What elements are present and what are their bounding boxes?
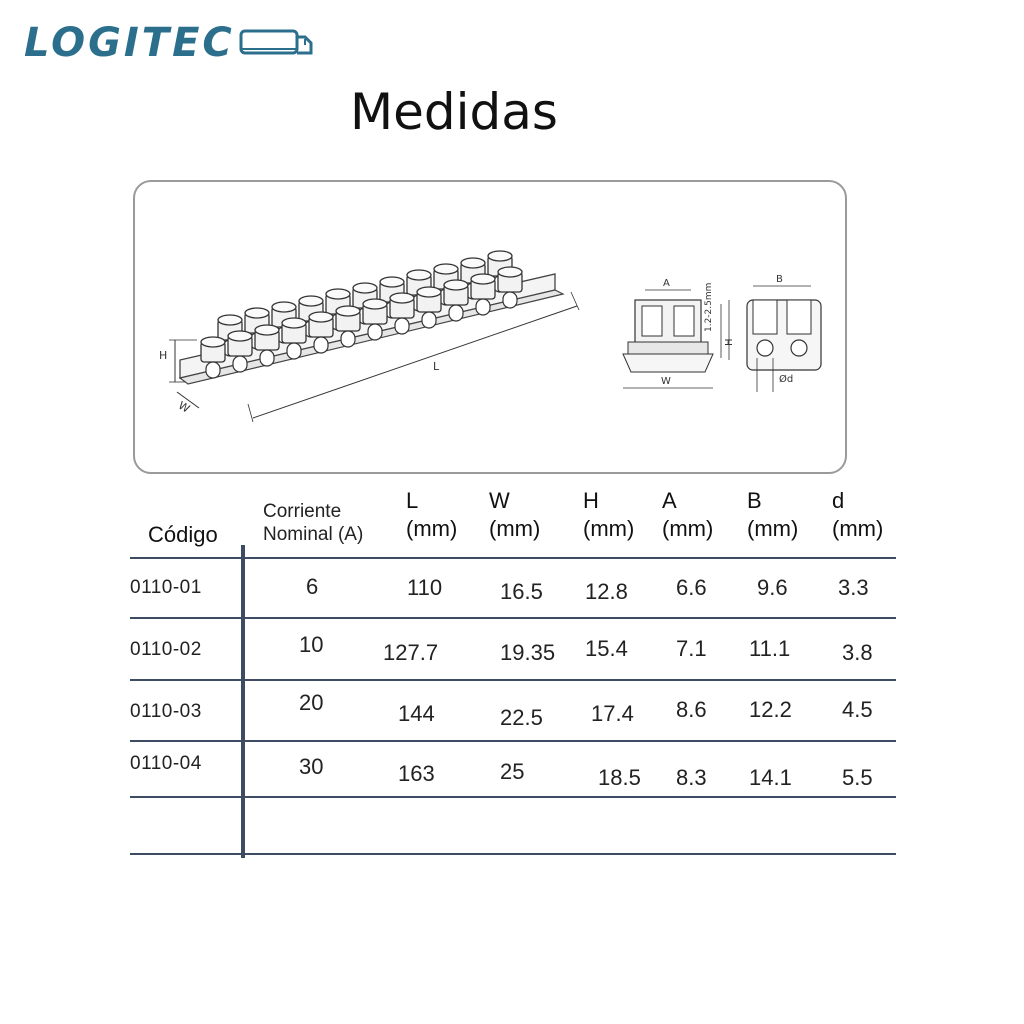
cell-h: 18.5 <box>598 765 641 790</box>
cell-current: 30 <box>299 754 324 779</box>
header-l: L <box>406 488 419 513</box>
header-a-unit: (mm) <box>662 516 714 541</box>
dim-a-label: A <box>663 278 670 289</box>
cell-a: 8.3 <box>676 765 707 790</box>
cell-l: 144 <box>398 701 435 726</box>
cell-w: 25 <box>500 759 525 784</box>
cell-code: 0110-03 <box>130 701 202 722</box>
cell-l: 163 <box>398 761 435 786</box>
cell-code: 0110-01 <box>130 577 202 598</box>
header-h-unit: (mm) <box>583 516 635 541</box>
dim-b-label: B <box>776 274 783 285</box>
dim-h2-label: H <box>724 338 735 346</box>
cell-l: 110 <box>407 575 443 600</box>
cell-a: 8.6 <box>676 697 707 722</box>
dim-l-label: L <box>433 360 440 373</box>
header-a: A <box>662 488 677 513</box>
dim-w2-label: W <box>661 376 671 387</box>
brand-logo <box>24 20 315 66</box>
cell-w: 16.5 <box>500 579 543 604</box>
cell-a: 6.6 <box>676 575 707 600</box>
header-d-unit: (mm) <box>832 516 884 541</box>
header-b-unit: (mm) <box>747 516 799 541</box>
cell-h: 17.4 <box>591 701 634 726</box>
cell-b: 14.1 <box>749 765 792 790</box>
cell-b: 9.6 <box>757 575 788 600</box>
cell-h: 12.8 <box>585 579 628 604</box>
cell-l: 127.7 <box>383 640 439 665</box>
cell-code: 0110-02 <box>130 639 202 660</box>
cell-w: 19.35 <box>500 640 556 665</box>
cell-code: 0110-04 <box>130 753 202 774</box>
cell-b: 12.2 <box>749 697 792 722</box>
cell-d: 3.8 <box>842 640 873 665</box>
dim-gap-label: 1.2-2.5mm <box>704 282 714 332</box>
cell-b: 11.1 <box>749 636 791 661</box>
brand-name: LOGITEC <box>24 20 235 66</box>
header-code: Código <box>148 522 218 547</box>
terminal-block-diagram <box>133 180 847 474</box>
cell-current: 10 <box>299 632 324 657</box>
cell-d: 3.3 <box>838 575 869 600</box>
header-h: H <box>583 488 599 513</box>
header-w: W <box>489 488 510 513</box>
table-divider <box>241 545 245 858</box>
dim-w-label: W <box>176 398 192 416</box>
cell-d: 5.5 <box>842 765 873 790</box>
truck-icon <box>239 25 315 64</box>
dim-h-label: H <box>159 349 168 362</box>
cell-a: 7.1 <box>676 636 707 661</box>
cell-h: 15.4 <box>585 636 628 661</box>
header-d: d <box>832 488 845 513</box>
dim-d-label: Ød <box>779 374 794 385</box>
cell-current: 20 <box>299 690 324 715</box>
cell-d: 4.5 <box>842 697 873 722</box>
cell-current: 6 <box>306 574 319 599</box>
cell-w: 22.5 <box>500 705 543 730</box>
header-b: B <box>747 488 762 513</box>
page-title: Medidas <box>350 83 558 141</box>
header-current-line2: Nominal (A) <box>263 524 364 545</box>
header-w-unit: (mm) <box>489 516 541 541</box>
header-l-unit: (mm) <box>406 516 458 541</box>
header-current-line1: Corriente <box>263 501 342 522</box>
